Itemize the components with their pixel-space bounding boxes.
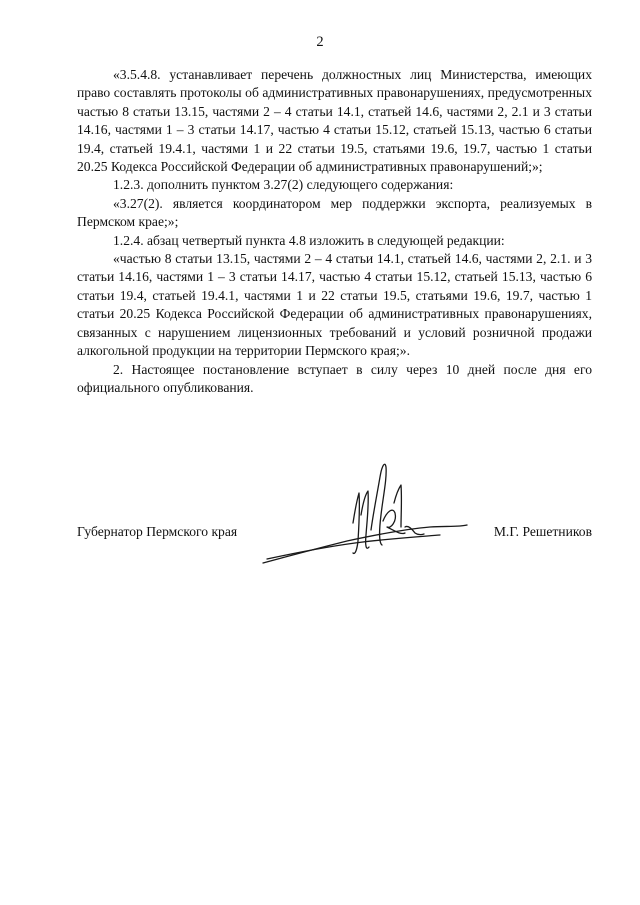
signature-block <box>77 523 592 545</box>
paragraph-1-2-4: 1.2.4. абзац четвертый пункта 4.8 изложить в следующей редакции: <box>113 232 505 248</box>
paragraph-3-5-4-8: «3.5.4.8. устанавливает перечень должностных лиц Министерства, имеющих право составлять протоколы об административных правонарушениях, предусмотренных частью 8 статьи 13.15, частями 2 – 4 статьи 14.1, статьей 14.6, частями 2, 2.1 и 3 статьи 14.16, частями 1 – 3 статьи 14.17, частью 4 статьи 15.12, статьей 15.13, частью 6 статьи 19.4, статьей 19.4.1, частями 1 и 22 статьи 19.5, статьями 19.6, 19.7, частью 1 статьи 20.25 Кодекса Российской Федерации об административных правонарушений;»; <box>77 67 592 175</box>
paragraph-amended-text: «частью 8 статьи 13.15, частями 2 – 4 статьи 14.1, статьей 14.6, частями 2, 2.1. и 3 статьи 14.16, частями 1 – 3 статьи 14.17, частью 4 статьи 15.12, статьей 15.13, частью 6 статьи 19.4, статьей 19.4.1, частями 1 и 22 статьи 19.5, статьями 19.6, 19.7, частью 1 статьи 20.25 Кодекса Российской Федерации об административных правонарушениях, связанных с нарушением лицензионных требований и условий розничной продажи алкогольной продукции на территории Пермского края;». <box>77 251 592 359</box>
paragraph-1-2-3: 1.2.3. дополнить пунктом 3.27(2) следующего содержания: <box>113 177 454 193</box>
paragraph-3-27-2: «3.27(2). является координатором мер поддержки экспорта, реализуемых в Пермском крае;»; <box>77 195 592 230</box>
signatory-name: М.Г. Решетников <box>493 524 592 539</box>
page-number: 2 <box>316 34 324 50</box>
document-body <box>77 66 592 397</box>
paragraph-effective-date: 2. Настоящее постановление вступает в силу через 10 дней после дня его официального опубликования. <box>77 361 592 395</box>
handwritten-signature <box>255 455 485 585</box>
signatory-position: Губернатор Пермского края <box>77 524 238 539</box>
